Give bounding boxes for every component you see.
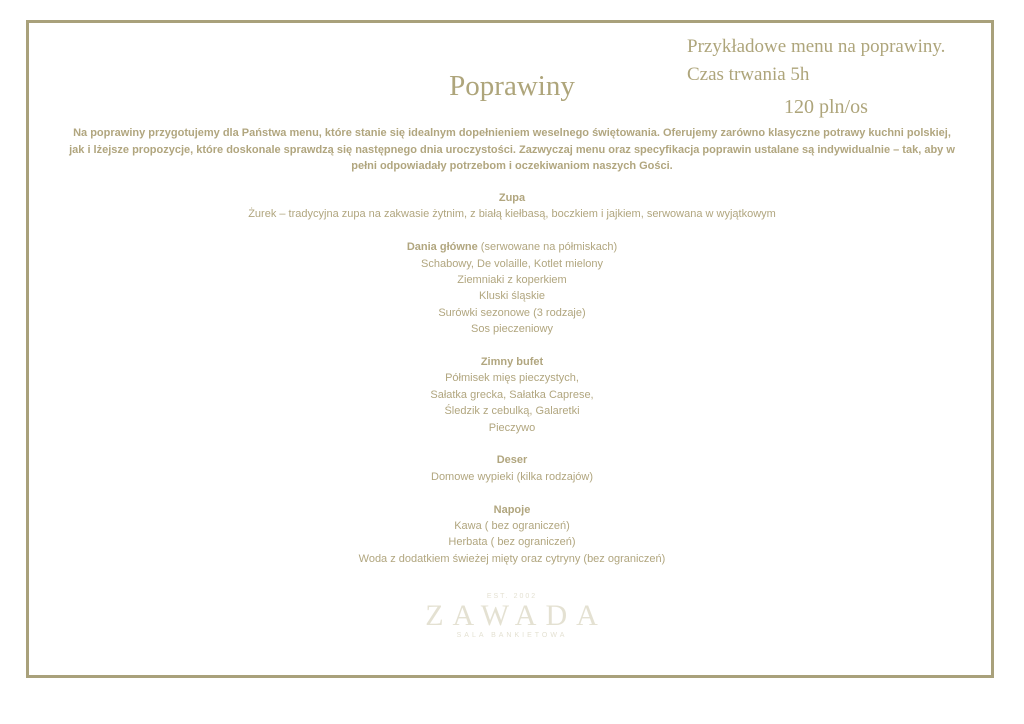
menu-item: Pieczywo bbox=[488, 421, 536, 434]
menu-section-zimny-bufet bbox=[0, 354, 1024, 436]
section-heading: Napoje bbox=[493, 503, 531, 516]
section-heading: Deser bbox=[496, 454, 528, 467]
menu-section-napoje bbox=[0, 502, 1024, 568]
menu-item: Schabowy, De volaille, Kotlet mielony bbox=[421, 257, 603, 270]
page-title: Poprawiny bbox=[449, 70, 575, 102]
menu-section-deser bbox=[0, 452, 1024, 485]
menu-section-zupa bbox=[0, 190, 1024, 223]
menu-item: Półmisek mięs pieczystych, bbox=[445, 372, 579, 385]
menu-item: Surówki sezonowe (3 rodzaje) bbox=[438, 306, 586, 319]
menu-item: Herbata ( bez ograniczeń) bbox=[448, 536, 576, 549]
menu-item: Kluski śląskie bbox=[478, 290, 546, 303]
section-heading: Zupa bbox=[498, 192, 526, 204]
menu-item: Śledzik z cebulką, Galaretki bbox=[444, 405, 580, 418]
menu-section-dania-glowne bbox=[0, 239, 1024, 337]
logo-name: ZAWADA bbox=[425, 599, 607, 632]
intro-text: Na poprawiny przygotujemy dla Państwa menu, które stanie się idealnym dopełnieniem weselnego świętowania. Oferujemy zarówno klasyczne potrawy kuchni polskiej, jak i lżejsze propozycje, które doskonale sprawdzą się następnego dnia uroczystości. Zazwyczaj menu oraz specyfikacja poprawin ustalane są indywidualnie – tak, aby w pełni odpowiadały potrzebom i oczekiwaniom naszych Gości. bbox=[69, 127, 955, 172]
menu-duration: Czas trwania 5h bbox=[687, 64, 810, 85]
menu-item: Kawa ( bez ograniczeń) bbox=[454, 520, 570, 533]
menu-price: 120 pln/os bbox=[784, 96, 868, 118]
section-note: (serwowane na półmiskach) bbox=[477, 241, 618, 254]
menu-item: Woda z dodatkiem świeżej mięty oraz cytryny (bez ograniczeń) bbox=[358, 552, 666, 565]
menu-item: Domowe wypieki (kilka rodzajów) bbox=[431, 470, 593, 483]
menu-item: Sos pieczeniowy bbox=[471, 323, 553, 336]
venue-logo bbox=[0, 593, 1024, 639]
menu-list bbox=[0, 190, 1024, 584]
menu-item: Żurek – tradycyjna zupa na zakwasie żytnim, z białą kiełbasą, boczkiem i jajkiem, serwowana w wyjątkowym bbox=[248, 208, 776, 221]
section-heading: Zimny bufet bbox=[480, 356, 544, 369]
menu-item: Sałatka grecka, Sałatka Caprese, bbox=[430, 388, 594, 401]
section-heading: Dania główne bbox=[406, 241, 478, 254]
menu-item: Ziemniaki z koperkiem bbox=[457, 274, 567, 287]
logo-est: EST. 2002 bbox=[486, 593, 538, 600]
menu-info-title: Przykładowe menu na poprawiny. bbox=[687, 36, 946, 57]
logo-subtitle: SALA BANKIETOWA bbox=[456, 632, 568, 639]
